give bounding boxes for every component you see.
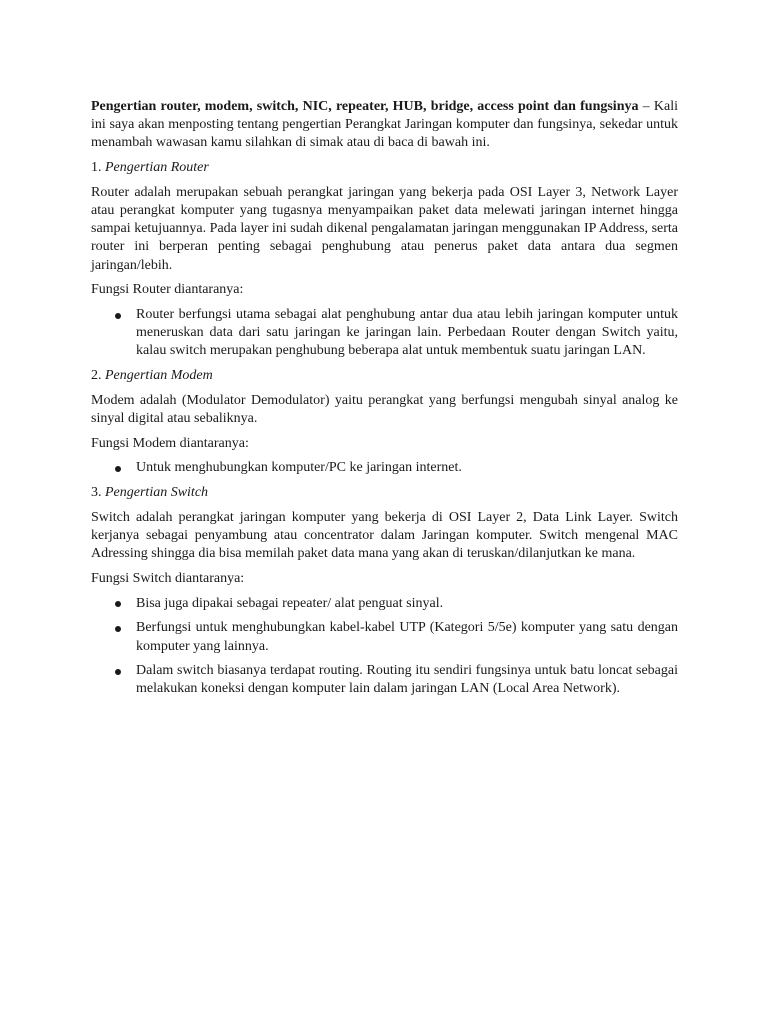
function-label-switch: Fungsi Switch diantaranya: [91,570,245,586]
bullet-list-modem [91,459,678,477]
section-paragraph-router: Router adalah merupakan sebuah perangkat jaringan yang bekerja pada OSI Layer 3, Network Layer atau perangkat komputer yang tugasnya menyampaikan paket data melewati jaringan internet hingga sampai ketujuannya. Pada layer ini sudah dikenal pengalamatan jaringan menggunakan IP Address, serta router ini berperan penting sebagai penghubung atau penerus paket data antara dua segmen jaringan/lebih. [91,184,678,273]
list-item-text: Berfungsi untuk menghubungkan kabel-kabel UTP (Kategori 5/5e) komputer yang satu dengan komputer yang lainnya. [136,620,678,654]
bullet-icon [115,466,121,472]
bullet-icon [115,626,121,632]
function-label-modem: Fungsi Modem diantaranya: [91,435,249,451]
list-item [91,595,678,613]
intro-title: Pengertian router, modem, switch, NIC, repeater, HUB, bridge, access point dan fungsinya [91,99,639,114]
function-label-router: Fungsi Router diantaranya: [91,282,244,298]
list-item-text: Bisa juga dipakai sebagai repeater/ alat penguat sinyal. [136,595,444,611]
document-page [91,98,678,705]
section-number: 2. [91,368,105,384]
section-title: Pengertian Router [105,160,209,176]
section-heading-modem [91,367,678,385]
bullet-icon [115,669,121,675]
intro-text: – Kali ini saya akan menposting tentang pengertian Perangkat Jaringan komputer dan fungsinya, sekedar untuk menambah wawasan kamu silahkan di simak atau di baca di bawah ini. [91,99,678,151]
section-number: 3. [91,485,105,501]
section-number: 1. [91,160,105,176]
section-title: Pengertian Modem [105,368,213,384]
bullet-icon [115,313,121,319]
bullet-icon [115,601,121,607]
list-item [91,306,678,361]
list-item-text: Untuk menghubungkan komputer/PC ke jaringan internet. [136,460,462,476]
section-title: Pengertian Switch [105,485,209,501]
bullet-list-router [91,306,678,361]
intro-paragraph [91,98,678,153]
section-heading-switch [91,484,678,502]
list-item-text: Dalam switch biasanya terdapat routing. Routing itu sendiri fungsinya untuk batu loncat sebagai melakukan koneksi dengan komputer lain dalam jaringan LAN (Local Area Network). [136,663,678,697]
bullet-list-switch [91,595,678,699]
section-paragraph-switch: Switch adalah perangkat jaringan komputer yang bekerja di OSI Layer 2, Data Link Layer. Switch kerjanya sebagai penyambung atau concentrator dalam Jaringan komputer. Switch mengenal MAC Adressing shingga dia bisa memilah paket data mana yang akan di teruskan/dilanjutkan ke mana. [91,509,678,562]
list-item [91,662,678,698]
list-item [91,459,678,477]
list-item-text: Router berfungsi utama sebagai alat penghubung antar dua atau lebih jaringan komputer untuk meneruskan data dari satu jaringan ke jaringan lain. Perbedaan Router dengan Switch yaitu, kalau switch merupakan penghubung beberapa alat untuk membentuk suatu jaringan LAN. [136,307,678,359]
list-item [91,619,678,655]
section-heading-router [91,159,678,177]
section-paragraph-modem: Modem adalah (Modulator Demodulator) yaitu perangkat yang berfungsi mengubah sinyal analog ke sinyal digital atau sebaliknya. [91,392,678,427]
